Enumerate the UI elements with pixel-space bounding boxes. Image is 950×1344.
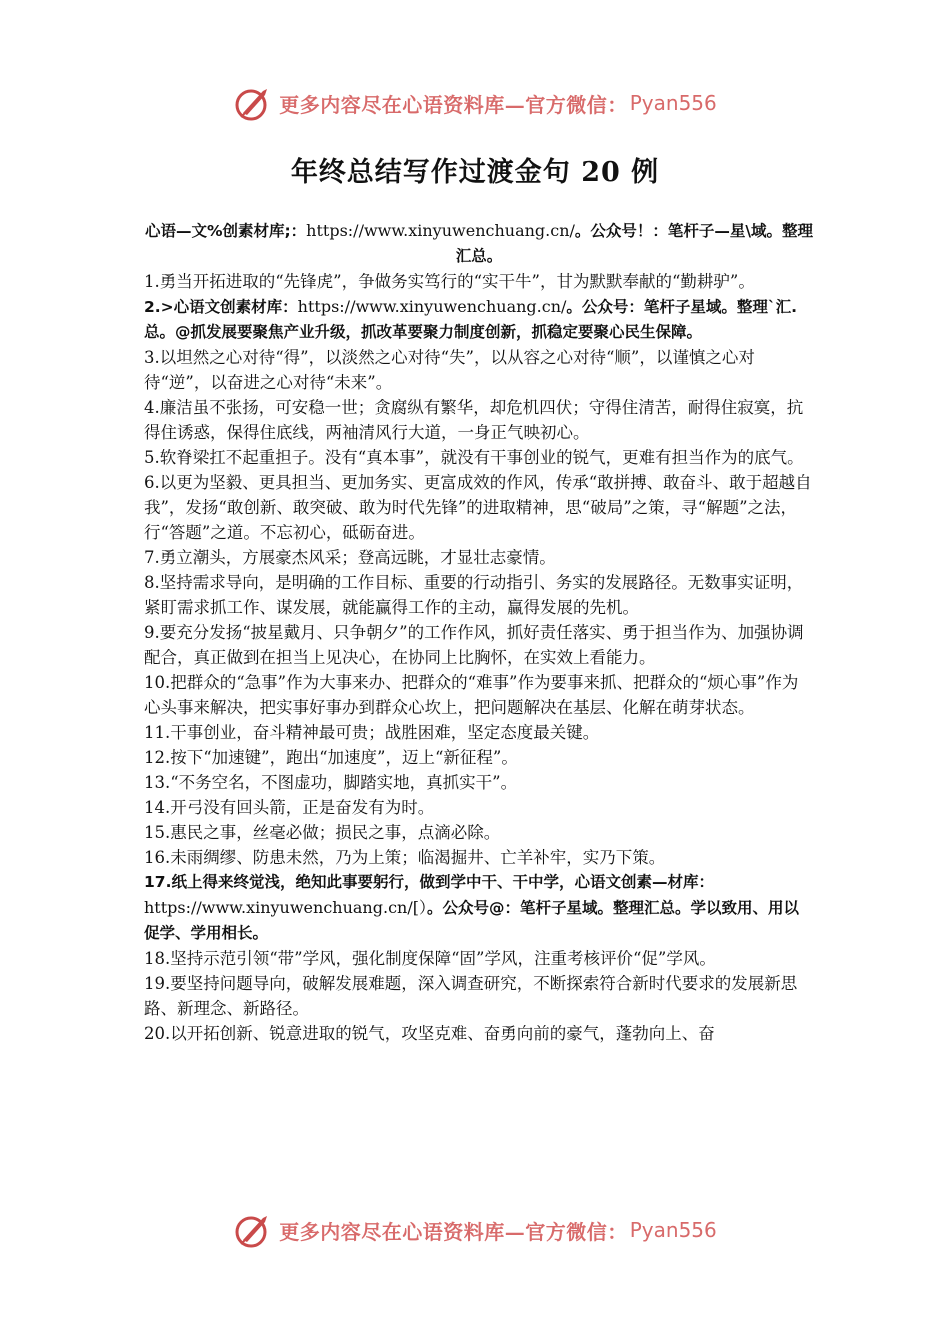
item-text-b: 。公众号@：笔杆子星域。整理汇总。学以致用、用以促学、学用相长。	[144, 899, 799, 942]
list-item: 3.以坦然之心对待“得”，以淡然之心对待“失”，以从容之心对待“顺”，以谨慎之心对待“逆”，以奋进之心对待“未来”。	[144, 348, 755, 392]
list-item	[144, 294, 814, 345]
item-text-a: 17.纸上得来终觉浅，绝知此事要躬行，做到学中干、干中学，心语文创素—材库：	[144, 873, 714, 891]
item-text-b: 。公众号：笔杆子星域。整理`汇.总。@抓发展要聚焦产业升级，抓改革要聚力制度创新，抓稳定要聚心民生保障。	[144, 298, 798, 341]
list-item: 7.勇立潮头，方展豪杰风采；登高远眺，才显壮志豪情。	[144, 548, 556, 567]
item-text-a: 2.>心语文创素材库：	[144, 298, 298, 316]
item-url: https://www.xinyuwenchuang.cn/	[297, 297, 567, 316]
banner-wechat-id: Pyan556	[629, 91, 717, 115]
list-item: 1.勇当开拓进取的“先锋虎”，争做务实笃行的“实干牛”，甘为默默奉献的“勤耕驴”。	[144, 272, 755, 291]
list-item: 13.“不务空名，不图虚功，脚踏实地，真抓实干”。	[144, 773, 518, 792]
intro-paragraph	[144, 218, 814, 269]
list-item: 9.要充分发扬“披星戴月、只争朝夕”的工作作风，抓好责任落实、勇于担当作为、加强协调配合，真正做到在担当上见决心，在协同上比胸怀，在实效上看能力。	[144, 623, 804, 667]
list-item: 16.未雨绸缪、防患未然，乃为上策；临渴掘井、亡羊补牢，实乃下策。	[144, 848, 666, 867]
list-item: 4.廉洁虽不张扬，可安稳一世；贪腐纵有繁华，却危机四伏；守得住清苦，耐得住寂寞，抗得住诱惑，保得住底线，两袖清风行大道，一身正气映初心。	[144, 398, 804, 442]
quill-logo-icon	[233, 1210, 273, 1250]
footer-watermark-banner	[0, 1208, 950, 1252]
intro-url: https://www.xinyuwenchuang.cn/	[306, 221, 575, 240]
list-item: 8.坚持需求导向，是明确的工作目标、重要的行动指引、务实的发展路径。无数事实证明，紧盯需求抓工作、谋发展，就能赢得工作的主动，赢得发展的先机。	[144, 573, 804, 617]
document-body	[144, 218, 814, 1046]
banner-text: 更多内容尽在心语资料库—官方微信：	[279, 1219, 628, 1244]
banner-text: 更多内容尽在心语资料库—官方微信：	[279, 92, 628, 117]
list-item: 11.干事创业，奋斗精神最可贵；战胜困难，坚定态度最关键。	[144, 723, 600, 742]
list-item: 15.惠民之事，丝毫必做；损民之事，点滴必除。	[144, 823, 501, 842]
list-item: 6.以更为坚毅、更具担当、更加务实、更富成效的作风，传承“敢拼搏、敢奋斗、敢于超越自我”，发扬“敢创新、敢突破、敢为时代先锋”的进取精神，思“破局”之策，寻“解题”之法，行“答题”之道。不忘初心，砥砺奋进。	[144, 473, 812, 542]
list-item: 5.软脊梁扛不起重担子。没有“真本事”，就没有干事创业的锐气，更难有担当作为的底气。	[144, 448, 804, 467]
item-url: https://www.xinyuwenchuang.cn/[）	[144, 898, 427, 917]
list-item: 10.把群众的“急事”作为大事来办、把群众的“难事”作为要事来抓、把群众的“烦心事”作为心头事来解决，把实事好事办到群众心坎上，把问题解决在基层、化解在萌芽状态。	[144, 673, 799, 717]
intro-text-b: 。公众号！：笔杆子—星\域。整理汇总。	[455, 222, 814, 265]
header-watermark-banner	[0, 81, 950, 125]
document-title: 年终总结写作过渡金句 20 例	[290, 157, 660, 188]
list-item: 18.坚持示范引领“带”学风，强化制度保障“固”学风，注重考核评价“促”学风。	[144, 949, 716, 968]
list-item: 14.开弓没有回头箭，正是奋发有为时。	[144, 798, 435, 817]
list-item: 19.要坚持问题导向，破解发展难题，深入调查研究，不断探索符合新时代要求的发展新思路、新理念、新路径。	[144, 974, 798, 1018]
list-item	[144, 870, 814, 946]
list-item: 20.以开拓创新、锐意进取的锐气，攻坚克难、奋勇向前的豪气，蓬勃向上、奋	[144, 1024, 715, 1043]
list-item: 12.按下“加速键”，跑出“加速度”，迈上“新征程”。	[144, 748, 518, 767]
banner-wechat-id: Pyan556	[629, 1218, 717, 1242]
quill-logo-icon	[233, 83, 273, 123]
intro-text-a: 心语—文%创素材库;：	[144, 222, 307, 240]
